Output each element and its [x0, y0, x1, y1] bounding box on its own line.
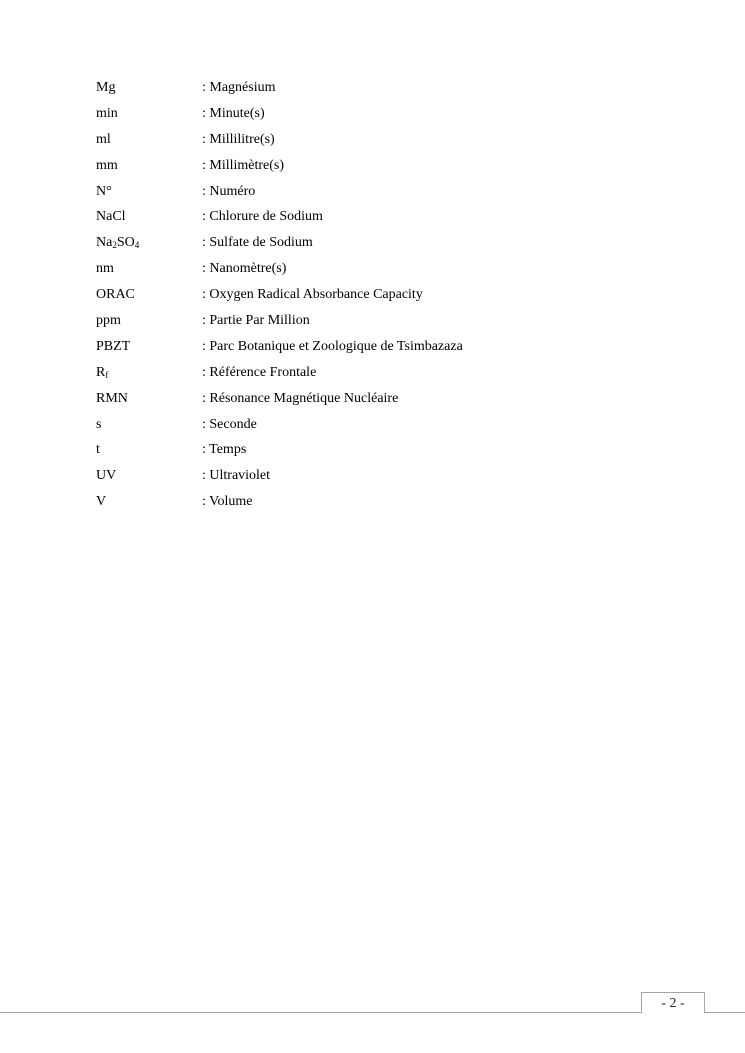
abbreviation-definition: : Référence Frontale [202, 364, 317, 380]
abbreviation-row [96, 285, 656, 311]
term-subscript: f [105, 369, 109, 380]
abbreviation-row [96, 311, 656, 337]
abbreviation-term: mm [96, 157, 118, 173]
abbreviation-term [96, 363, 202, 383]
abbreviation-term: ml [96, 131, 111, 147]
abbreviation-term: s [96, 416, 102, 432]
abbreviation-list [96, 78, 656, 518]
abbreviation-term: RMN [96, 390, 128, 406]
abbreviation-term [96, 233, 202, 253]
abbreviation-definition: : Temps [202, 442, 247, 458]
abbreviation-row [96, 259, 656, 285]
abbreviation-term: Mg [96, 80, 116, 95]
abbreviation-definition: : Seconde [202, 416, 257, 432]
abbreviation-term: ppm [96, 313, 121, 329]
term-text: SO [116, 235, 135, 251]
abbreviation-definition: : Parc Botanique et Zoologique de Tsimbazaza [202, 338, 463, 354]
abbreviation-term: min [96, 105, 118, 121]
abbreviation-term: N° [96, 183, 112, 199]
abbreviation-definition: : Magnésium [202, 80, 276, 95]
term-text: Na [96, 235, 113, 251]
term-subscript: 4 [134, 240, 140, 251]
abbreviation-term: t [96, 442, 100, 458]
abbreviation-definition: : Partie Par Million [202, 313, 310, 329]
abbreviation-row [96, 337, 656, 363]
abbreviation-row [96, 233, 656, 259]
abbreviation-definition: : Millilitre(s) [202, 131, 275, 147]
abbreviation-row [96, 78, 656, 104]
abbreviation-definition: : Numéro [202, 183, 256, 199]
abbreviation-term: ORAC [96, 287, 135, 303]
abbreviation-row [96, 466, 656, 492]
abbreviation-row [96, 363, 656, 389]
abbreviation-definition: : Chlorure de Sodium [202, 209, 323, 225]
abbreviation-term: UV [96, 468, 117, 484]
abbreviation-row [96, 389, 656, 415]
abbreviation-definition: : Oxygen Radical Absorbance Capacity [202, 287, 423, 303]
abbreviation-definition: : Sulfate de Sodium [202, 235, 313, 251]
abbreviation-definition: : Volume [202, 494, 253, 510]
abbreviation-row [96, 207, 656, 233]
abbreviation-definition: : Ultraviolet [202, 468, 271, 484]
abbreviation-row [96, 440, 656, 466]
abbreviation-definition: : Nanomètre(s) [202, 261, 287, 277]
abbreviation-term: V [96, 494, 107, 510]
abbreviation-row [96, 492, 656, 518]
abbreviation-row [96, 415, 656, 441]
abbreviation-definition: : Résonance Magnétique Nucléaire [202, 390, 399, 406]
footer-divider [0, 1012, 745, 1013]
abbreviation-term: PBZT [96, 338, 131, 354]
abbreviation-term: NaCl [96, 209, 126, 225]
page-number: - 2 - [641, 992, 705, 1013]
abbreviation-definition: : Millimètre(s) [202, 157, 285, 173]
abbreviation-definition: : Minute(s) [202, 105, 265, 121]
abbreviation-row [96, 156, 656, 182]
abbreviation-row [96, 104, 656, 130]
term-subscript: 2 [112, 240, 117, 251]
abbreviation-row [96, 182, 656, 208]
abbreviation-row [96, 130, 656, 156]
abbreviation-term: nm [96, 261, 114, 277]
term-text: R [96, 364, 106, 380]
